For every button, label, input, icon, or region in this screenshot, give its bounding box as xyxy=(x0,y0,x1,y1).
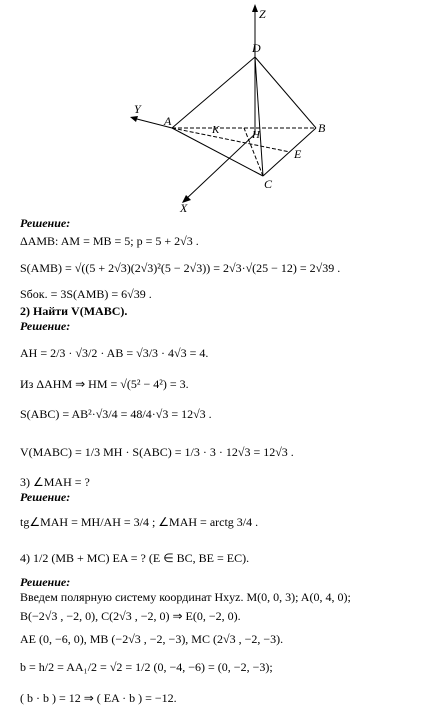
y-label: Y xyxy=(134,102,141,116)
area-amb-line: S(AMB) = √((5 + 2√3)(2√3)²(5 − 2√3)) = 2√3·√(25 − 12) = 2√39 . xyxy=(20,261,341,275)
point-k-label: K xyxy=(212,124,220,136)
hm-line: Из ΔAHM ⇒ HM = √(5² − 4²) = 3. xyxy=(20,377,189,391)
lateral-area-line: Sбок. = 3S(AMB) = 6√39 . xyxy=(20,287,152,301)
vector-b-line: b = h/2 = AA₁/2 = √2 = 1/2 (0, −4, −6) = (0, −2, −3); xyxy=(20,660,273,674)
coordinates-intro-line: Введем полярную систему координат Hxyz. M(0, 0, 3); A(0, 4, 0); xyxy=(20,590,351,604)
solution-heading-4: Решение: xyxy=(20,575,71,589)
x-axis xyxy=(185,134,255,200)
solution-heading-3: Решение: xyxy=(20,490,71,504)
point-a-label: A xyxy=(164,114,172,128)
point-b-label: B xyxy=(318,121,326,135)
point-d-label: D xyxy=(252,41,261,55)
ah-line: AH = 2/3 · √3/2 · AB = √3/3 · 4√3 = 4. xyxy=(20,346,209,360)
z-label: Z xyxy=(259,7,266,21)
edge-bc xyxy=(263,128,316,176)
solution-heading-1: Решение: xyxy=(20,216,71,230)
task-2-heading: 2) Найти V(MABC). xyxy=(20,304,128,318)
point-e-label: E xyxy=(294,147,302,161)
area-abc-line: S(ABC) = AB²·√3/4 = 48/4·√3 = 12√3 . xyxy=(20,407,212,421)
point-c-label: C xyxy=(264,177,273,191)
z-axis-arrow xyxy=(252,4,258,12)
task-4-heading: 4) 1/2 (MB + MC) EA = ? (E ∈ BC, BE = EC). xyxy=(20,551,250,565)
point-h-label: H xyxy=(252,129,260,141)
x-label: X xyxy=(180,201,188,215)
triangle-amb-line: ΔAMB: AM = MB = 5; p = 5 + 2√3 . xyxy=(20,234,199,248)
solution-heading-2: Решение: xyxy=(20,319,71,333)
task-3-heading: 3) ∠MAH = ? xyxy=(20,475,90,489)
vectors-line: AE (0, −6, 0), MB (−2√3 , −2, −3), MC (2√3 , −2, −3). xyxy=(20,632,284,646)
y-axis-arrow xyxy=(130,116,138,122)
edge-db xyxy=(255,57,316,128)
median-ae xyxy=(172,128,290,152)
dot-product-line: ( b · b ) = 12 ⇒ ( EA · b ) = −12. xyxy=(20,691,177,705)
tangent-line: tg∠MAH = MH/AH = 3/4 ; ∠MAH = arctg 3/4 . xyxy=(20,515,259,529)
volume-line: V(MABC) = 1/3 MH · S(ABC) = 1/3 · 3 · 12√3 = 12√3 . xyxy=(20,445,294,459)
pyramid-figure xyxy=(0,0,438,215)
edge-da xyxy=(172,57,255,128)
coordinates-points-line: B(−2√3 , −2, 0), C(2√3 , −2, 0) ⇒ E(0, −2, 0). xyxy=(20,609,241,623)
